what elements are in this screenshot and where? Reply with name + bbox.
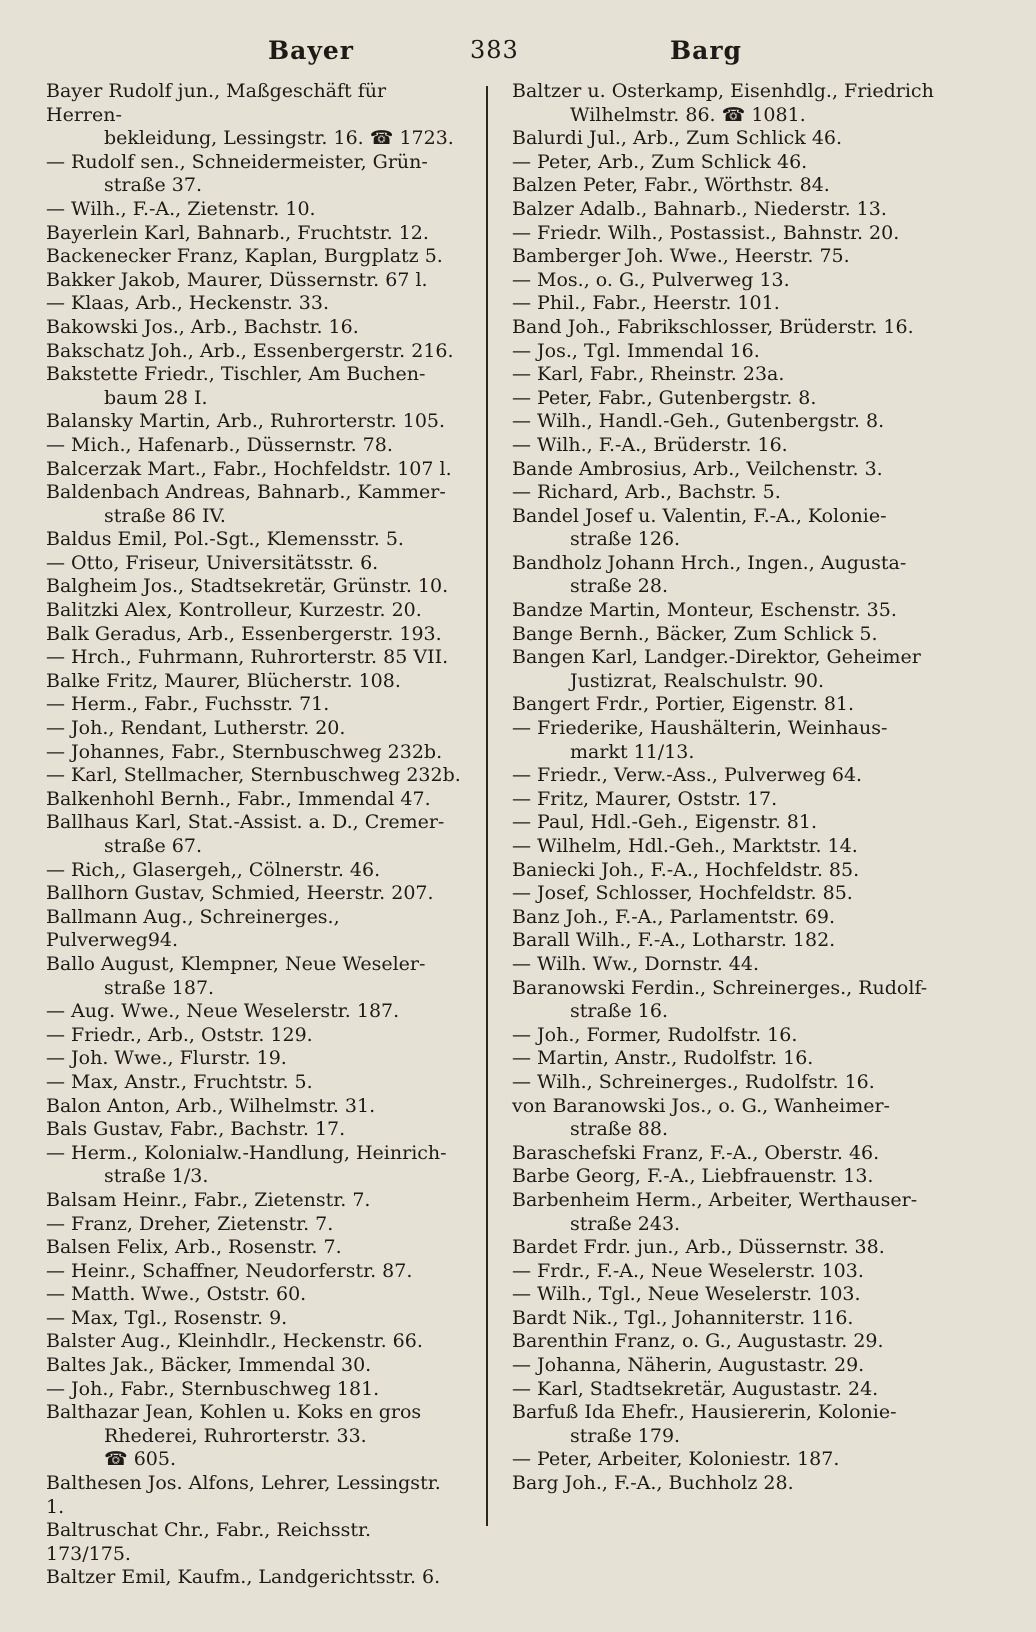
entry-line: Banz Joh., F.-A., Parlamentstr. 69.: [512, 905, 836, 928]
directory-entry: [512, 434, 992, 458]
directory-entry: [512, 1165, 992, 1189]
entry-line: — Herm., Kolonialw.-Handlung, Heinrich-: [46, 1141, 447, 1164]
directory-entry: [46, 1330, 462, 1354]
entry-line: Backenecker Franz, Kaplan, Burgplatz 5.: [46, 245, 443, 268]
entry-continuation-line: straße 16.: [570, 1000, 668, 1023]
entry-line: — Rich,, Glasergeh,, Cölnerstr. 46.: [46, 858, 381, 881]
entry-continuation-line: straße 179.: [570, 1424, 681, 1447]
directory-entry: [46, 552, 462, 576]
directory-entry: [46, 222, 462, 246]
directory-entry: [512, 1071, 992, 1095]
directory-entry: [512, 458, 992, 482]
entry-line: — Rudolf sen., Schneidermeister, Grün-: [46, 150, 428, 173]
entry-line: — Otto, Friseur, Universitätsstr. 6.: [46, 551, 379, 574]
entry-line: Balke Fritz, Maurer, Blücherstr. 108.: [46, 669, 401, 692]
entry-continuation-line: Wilhelmstr. 86. ☎ 1081.: [570, 103, 806, 126]
directory-entry: [46, 717, 462, 741]
directory-entry: [46, 599, 462, 623]
directory-entry: [46, 434, 462, 458]
entry-line: — Wilh., F.-A., Brüderstr. 16.: [512, 433, 788, 456]
entry-line: Baltzer Emil, Kaufm., Landgerichtsstr. 6.: [46, 1566, 441, 1589]
directory-entry: [46, 1118, 462, 1142]
directory-entry: [46, 1260, 462, 1284]
entry-line: Barbe Georg, F.-A., Liebfrauenstr. 13.: [512, 1165, 874, 1188]
directory-entry: [46, 292, 462, 316]
entry-line: Bandze Martin, Monteur, Eschenstr. 35.: [512, 599, 897, 622]
directory-entry: [512, 292, 992, 316]
directory-entry: [46, 1142, 462, 1189]
entry-line: — Klaas, Arb., Heckenstr. 33.: [46, 292, 330, 315]
directory-entry: [512, 1472, 992, 1496]
directory-entry: [46, 882, 462, 906]
entry-line: Bardt Nik., Tgl., Johanniterstr. 116.: [512, 1306, 854, 1329]
entry-line: Bamberger Joh. Wwe., Heerstr. 75.: [512, 245, 850, 268]
directory-entry: [46, 693, 462, 717]
directory-entry: [46, 1047, 462, 1071]
entry-line: — Frdr., F.-A., Neue Weselerstr. 103.: [512, 1259, 864, 1282]
directory-entry: [46, 269, 462, 293]
entry-line: Bakstette Friedr., Tischler, Am Buchen-: [46, 363, 426, 386]
header-left-keyword: Bayer: [268, 36, 354, 65]
directory-entry: [512, 835, 992, 859]
directory-entry: [46, 741, 462, 765]
entry-line: — Heinr., Schaffner, Neudorferstr. 87.: [46, 1259, 413, 1282]
entry-line: Balthesen Jos. Alfons, Lehrer, Lessingstr. 1.: [46, 1472, 441, 1518]
page-header: [46, 28, 1006, 80]
directory-entry: [512, 245, 992, 269]
directory-entry: [46, 1378, 462, 1402]
entry-line: Balurdi Jul., Arb., Zum Schlick 46.: [512, 127, 843, 150]
directory-entry: [512, 1095, 992, 1142]
entry-line: Balitzki Alex, Kontrolleur, Kurzestr. 20.: [46, 599, 422, 622]
directory-entry: [512, 363, 992, 387]
entry-line: Baniecki Joh., F.-A., Hochfeldstr. 85.: [512, 858, 860, 881]
entry-line: Balcerzak Mart., Fabr., Hochfeldstr. 107 l.: [46, 457, 452, 480]
entry-line: — Karl, Stadtsekretär, Augustastr. 24.: [512, 1377, 879, 1400]
directory-entry: [46, 1095, 462, 1119]
entry-line: Barg Joh., F.-A., Buchholz 28.: [512, 1472, 794, 1495]
entry-line: — Mos., o. G., Pulverweg 13.: [512, 268, 790, 291]
directory-entry: [46, 575, 462, 599]
entry-line: Barbenheim Herm., Arbeiter, Werthauser-: [512, 1188, 918, 1211]
entry-line: Band Joh., Fabrikschlosser, Brüderstr. 16.: [512, 315, 914, 338]
directory-entry: [512, 764, 992, 788]
entry-line: von Baranowski Jos., o. G., Wanheimer-: [512, 1094, 890, 1117]
directory-entry: [46, 458, 462, 482]
entry-line: — Friedr. Wilh., Postassist., Bahnstr. 20.: [512, 221, 900, 244]
directory-entry: [46, 410, 462, 434]
directory-entry: [46, 788, 462, 812]
entry-continuation-line: straße 243.: [570, 1212, 681, 1235]
entry-continuation-line: straße 37.: [104, 174, 202, 197]
entry-line: Bardet Frdr. jun., Arb., Düssernstr. 38.: [512, 1236, 885, 1259]
directory-entry: [512, 552, 992, 599]
directory-entry: [512, 646, 992, 693]
entry-line: Balon Anton, Arb., Wilhelmstr. 31.: [46, 1094, 376, 1117]
directory-entry: [46, 646, 462, 670]
entry-line: — Fritz, Maurer, Oststr. 17.: [512, 787, 778, 810]
entry-continuation-line: Rhederei, Ruhrorterstr. 33.: [104, 1424, 367, 1447]
entry-line: Balster Aug., Kleinhdlr., Heckenstr. 66.: [46, 1330, 423, 1353]
directory-entry: [46, 363, 462, 410]
entry-continuation-line: baum 28 I.: [104, 386, 208, 409]
entry-line: Baranowski Ferdin., Schreinerges., Rudolf-: [512, 976, 928, 999]
directory-entry: [512, 953, 992, 977]
directory-entry: [512, 1236, 992, 1260]
entry-line: — Wilh. Ww., Dornstr. 44.: [512, 952, 760, 975]
entry-line: — Joh. Wwe., Flurstr. 19.: [46, 1047, 287, 1070]
entry-continuation-line: bekleidung, Lessingstr. 16. ☎ 1723.: [104, 127, 454, 150]
entry-line: — Mich., Hafenarb., Düssernstr. 78.: [46, 433, 393, 456]
directory-entry: [46, 245, 462, 269]
page-number: 383: [470, 36, 519, 64]
directory-entry: [512, 505, 992, 552]
directory-entry: [512, 882, 992, 906]
directory-entry: [46, 953, 462, 1000]
directory-entry: [512, 340, 992, 364]
entry-line: Ballhorn Gustav, Schmied, Heerstr. 207.: [46, 882, 434, 905]
entry-continuation-line: straße 126.: [570, 528, 681, 551]
entry-line: Bakker Jakob, Maurer, Düssernstr. 67 l.: [46, 268, 428, 291]
entry-continuation-line: Justizrat, Realschulstr. 90.: [570, 669, 825, 692]
entry-continuation-line: straße 28.: [570, 575, 668, 598]
entry-line: — Joh., Former, Rudolfstr. 16.: [512, 1023, 798, 1046]
directory-entry: [46, 1283, 462, 1307]
directory-entry: [46, 481, 462, 528]
entry-line: Barfuß Ida Ehefr., Hausiererin, Kolonie-: [512, 1401, 897, 1424]
directory-entry: [512, 1283, 992, 1307]
entry-line: — Aug. Wwe., Neue Weselerstr. 187.: [46, 1000, 400, 1023]
entry-continuation-line: straße 67.: [104, 835, 202, 857]
directory-entry: [512, 1189, 992, 1236]
directory-entry: [512, 1330, 992, 1354]
directory-entry: [512, 151, 992, 175]
directory-entry: [46, 1401, 462, 1472]
entry-line: — Matth. Wwe., Oststr. 60.: [46, 1283, 307, 1306]
entry-line: Balthazar Jean, Kohlen u. Koks en gros: [46, 1401, 422, 1424]
entry-line: Baldus Emil, Pol.-Sgt., Klemensstr. 5.: [46, 528, 404, 551]
directory-entry: [512, 1448, 992, 1472]
entry-line: — Friedr., Verw.-Ass., Pulverweg 64.: [512, 764, 863, 787]
entry-line: — Johanna, Näherin, Augustastr. 29.: [512, 1354, 865, 1377]
directory-entry: [512, 1024, 992, 1048]
directory-entry: [46, 1236, 462, 1260]
directory-entry: [512, 1047, 992, 1071]
directory-entry: [46, 198, 462, 222]
entry-line: — Wilh., Schreinerges., Rudolfstr. 16.: [512, 1070, 875, 1093]
entry-line: — Wilh., Tgl., Neue Weselerstr. 103.: [512, 1283, 861, 1306]
entry-line: — Peter, Arbeiter, Koloniestr. 187.: [512, 1448, 840, 1471]
entry-line: — Paul, Hdl.-Geh., Eigenstr. 81.: [512, 811, 818, 834]
entry-line: Bayerlein Karl, Bahnarb., Fruchtstr. 12.: [46, 221, 429, 244]
directory-entry: [512, 80, 992, 127]
entry-continuation-line: straße 187.: [104, 976, 215, 999]
entry-line: Balkenhohl Bernh., Fabr., Immendal 47.: [46, 787, 431, 810]
entry-line: — Max, Tgl., Rosenstr. 9.: [46, 1306, 288, 1329]
directory-entry: [46, 1071, 462, 1095]
directory-entry: [512, 174, 992, 198]
entry-line: Balansky Martin, Arb., Ruhrorterstr. 105.: [46, 410, 446, 433]
entry-continuation-line: straße 1/3.: [104, 1165, 209, 1188]
entry-continuation-line: markt 11/13.: [570, 740, 695, 763]
directory-entry: [512, 859, 992, 883]
right-column: [512, 80, 992, 1496]
directory-entry: [512, 127, 992, 151]
entry-line: Ballhaus Karl, Stat.-Assist. a. D., Cremer-: [46, 811, 445, 834]
left-column: [46, 80, 462, 1590]
entry-line: Bakschatz Joh., Arb., Essenbergerstr. 216.: [46, 339, 454, 362]
entry-line: — Franz, Dreher, Zietenstr. 7.: [46, 1212, 334, 1235]
entry-continuation-line: straße 86 IV.: [104, 504, 226, 527]
entry-line: Bakowski Jos., Arb., Bachstr. 16.: [46, 315, 359, 338]
directory-entry: [512, 717, 992, 764]
entry-line: Ballo August, Klempner, Neue Weseler-: [46, 952, 426, 975]
directory-entry: [512, 906, 992, 930]
entry-line: Baltzer u. Osterkamp, Eisenhdlg., Friedrich: [512, 80, 934, 102]
directory-entry: [512, 1401, 992, 1448]
directory-entry: [46, 1472, 462, 1519]
directory-entry: [46, 764, 462, 788]
entry-continuation-line: ☎ 605.: [104, 1448, 177, 1471]
directory-entry: [46, 80, 462, 151]
entry-line: Balzen Peter, Fabr., Wörthstr. 84.: [512, 174, 830, 197]
entry-line: — Joh., Fabr., Sternbuschweg 181.: [46, 1377, 380, 1400]
directory-entry: [46, 1000, 462, 1024]
entry-line: Baltes Jak., Bäcker, Immendal 30.: [46, 1354, 372, 1377]
directory-entry: [46, 623, 462, 647]
directory-entry: [512, 1307, 992, 1331]
directory-entry: [46, 1024, 462, 1048]
entry-line: — Max, Anstr., Fruchtstr. 5.: [46, 1070, 313, 1093]
directory-entry: [46, 151, 462, 198]
directory-entry: [46, 316, 462, 340]
entry-line: Balgheim Jos., Stadtsekretär, Grünstr. 10.: [46, 575, 449, 598]
entry-continuation-line: straße 88.: [570, 1118, 668, 1141]
entry-line: Bangen Karl, Landger.-Direktor, Geheimer: [512, 646, 921, 669]
directory-entry: [46, 1189, 462, 1213]
entry-line: Barall Wilh., F.-A., Lotharstr. 182.: [512, 929, 836, 952]
entry-line: Bals Gustav, Fabr., Bachstr. 17.: [46, 1118, 346, 1141]
entry-line: Balsam Heinr., Fabr., Zietenstr. 7.: [46, 1188, 371, 1211]
directory-entry: [46, 811, 462, 858]
entry-line: Ballmann Aug., Schreinerges., Pulverweg94.: [46, 905, 340, 952]
entry-line: Bayer Rudolf jun., Maßgeschäft für Herren-: [46, 80, 387, 126]
directory-entry: [512, 410, 992, 434]
directory-entry: [46, 1307, 462, 1331]
directory-entry: [46, 1213, 462, 1237]
entry-line: Bangert Frdr., Portier, Eigenstr. 81.: [512, 693, 855, 716]
directory-entry: [46, 670, 462, 694]
entry-line: — Hrch., Fuhrmann, Ruhrorterstr. 85 VII.: [46, 646, 449, 669]
entry-line: Baraschefski Franz, F.-A., Oberstr. 46.: [512, 1141, 880, 1164]
entry-line: — Herm., Fabr., Fuchsstr. 71.: [46, 693, 330, 716]
entry-line: Balzer Adalb., Bahnarb., Niederstr. 13.: [512, 197, 887, 220]
entry-line: Balk Geradus, Arb., Essenbergerstr. 193.: [46, 622, 442, 645]
directory-entry: [46, 906, 462, 953]
directory-entry: [512, 1378, 992, 1402]
directory-entry: [512, 811, 992, 835]
directory-entry: [46, 859, 462, 883]
entry-line: Bange Bernh., Bäcker, Zum Schlick 5.: [512, 622, 878, 645]
entry-line: — Joh., Rendant, Lutherstr. 20.: [46, 717, 346, 740]
directory-entry: [46, 1354, 462, 1378]
entry-line: Bandholz Johann Hrch., Ingen., Augusta-: [512, 551, 907, 574]
directory-entry: [512, 222, 992, 246]
directory-entry: [512, 599, 992, 623]
entry-line: — Wilh., F.-A., Zietenstr. 10.: [46, 197, 316, 220]
entry-line: Baltruschat Chr., Fabr., Reichsstr. 173/175.: [46, 1519, 372, 1565]
entry-line: — Richard, Arb., Bachstr. 5.: [512, 481, 781, 504]
directory-entry: [512, 788, 992, 812]
directory-entry: [512, 623, 992, 647]
entry-line: — Friedr., Arb., Oststr. 129.: [46, 1023, 313, 1046]
entry-line: — Phil., Fabr., Heerstr. 101.: [512, 292, 780, 315]
entry-line: Barenthin Franz, o. G., Augustastr. 29.: [512, 1330, 884, 1353]
entry-line: — Peter, Arb., Zum Schlick 46.: [512, 150, 808, 173]
entry-line: Baldenbach Andreas, Bahnarb., Kammer-: [46, 481, 446, 504]
directory-entry: [46, 340, 462, 364]
directory-entry: [512, 269, 992, 293]
entry-line: — Karl, Stellmacher, Sternbuschweg 232b.: [46, 764, 461, 787]
entry-line: — Josef, Schlosser, Hochfeldstr. 85.: [512, 882, 853, 905]
header-right-keyword: Barg: [670, 36, 742, 65]
entry-line: — Jos., Tgl. Immendal 16.: [512, 339, 760, 362]
entry-line: Bande Ambrosius, Arb., Veilchenstr. 3.: [512, 457, 883, 480]
entry-line: — Wilhelm, Hdl.-Geh., Marktstr. 14.: [512, 835, 858, 857]
directory-entry: [46, 528, 462, 552]
directory-entry: [512, 977, 992, 1024]
entry-line: — Karl, Fabr., Rheinstr. 23a.: [512, 363, 785, 386]
directory-entry: [512, 1260, 992, 1284]
directory-entry: [46, 1566, 462, 1590]
directory-entry: [512, 1354, 992, 1378]
directory-entry: [512, 1142, 992, 1166]
entry-line: — Friederike, Haushälterin, Weinhaus-: [512, 717, 888, 740]
entry-line: Balsen Felix, Arb., Rosenstr. 7.: [46, 1236, 342, 1259]
directory-entry: [512, 693, 992, 717]
directory-entry: [512, 929, 992, 953]
directory-entry: [512, 387, 992, 411]
directory-entry: [512, 316, 992, 340]
entry-line: — Peter, Fabr., Gutenbergstr. 8.: [512, 386, 817, 409]
entry-line: — Wilh., Handl.-Geh., Gutenbergstr. 8.: [512, 410, 885, 433]
directory-entry: [46, 1519, 462, 1566]
entry-line: Bandel Josef u. Valentin, F.-A., Kolonie-: [512, 504, 887, 527]
directory-entry: [512, 481, 992, 505]
column-divider: [486, 86, 488, 1526]
entry-line: — Johannes, Fabr., Sternbuschweg 232b.: [46, 740, 443, 763]
directory-entry: [512, 198, 992, 222]
entry-line: — Martin, Anstr., Rudolfstr. 16.: [512, 1047, 814, 1070]
